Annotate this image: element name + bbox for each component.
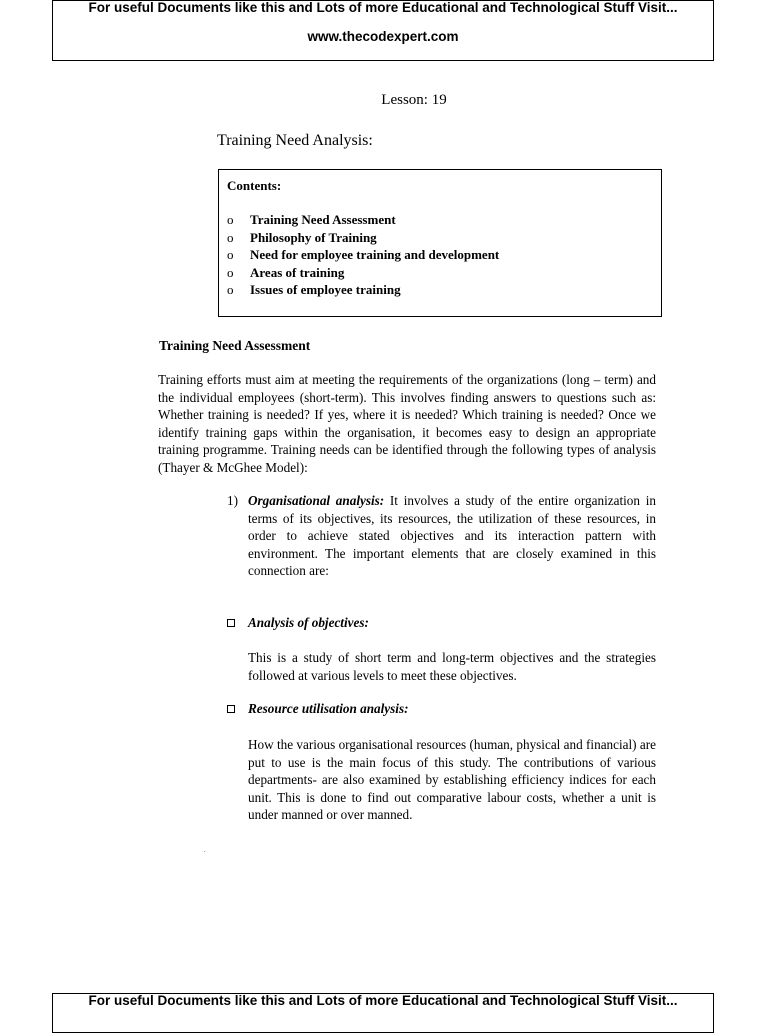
- circle-bullet-icon: o: [227, 282, 234, 297]
- top-banner: [52, 0, 714, 61]
- square-bullet-icon: [227, 705, 235, 713]
- item-number: 1): [227, 493, 238, 508]
- list-item: [227, 230, 661, 248]
- contents-item-label: Need for employee training and development: [250, 247, 500, 262]
- list-item: [227, 282, 661, 300]
- list-item: [227, 247, 661, 265]
- intro-paragraph: Training efforts must aim at meeting the requirements of the organizations (long – term) and the individual employees (short-term). This involves finding answers to questions such as: Whether training is needed? If yes, where it is needed? Which training is needed? Once we identify training gaps within the organisation, it becomes easy to design an appropriate training programme. Training needs can be identified through the following types of analysis (Thayer & McGhee Model):: [158, 372, 656, 475]
- tna-heading: Training Need Assessment: [159, 338, 311, 353]
- bottom-banner: [52, 993, 714, 1033]
- contents-item-label: Areas of training: [250, 264, 345, 280]
- list-item: [227, 265, 661, 283]
- contents-item-label: Issues of employee training: [250, 282, 401, 297]
- circle-bullet-icon: o: [227, 264, 234, 280]
- list-item: [227, 212, 661, 230]
- circle-bullet-icon: o: [227, 212, 234, 227]
- lesson-label: Lesson: 19: [381, 92, 447, 108]
- lesson-number: [0, 92, 768, 109]
- square-bullet-icon: [227, 619, 235, 627]
- section-title: Training Need Analysis:: [217, 132, 373, 149]
- contents-item-label: Training Need Assessment: [250, 212, 396, 227]
- resource-analysis-heading: [227, 701, 408, 717]
- org-analysis-term: Organisational analysis:: [248, 493, 385, 508]
- resource-analysis-text: How the various organisational resources (human, physical and financial) are put to use is the main focus of this study. The contributions of various departments- are also examined by establishing efficiency indices for each unit. This is done to find out comparative labour costs, whether a unit is under manned or over manned.: [248, 737, 656, 822]
- contents-title: Contents:: [227, 178, 282, 193]
- contents-list: [227, 212, 661, 300]
- banner-promo-text: For useful Documents like this and Lots of more Educational and Technological Stuff Visit...: [88, 993, 678, 1008]
- analysis-objectives-label: Analysis of objectives:: [248, 615, 369, 630]
- analysis-objectives-text: This is a study of short term and long-term objectives and the strategies followed at various levels to meet these objectives.: [248, 650, 656, 683]
- contents-box: [218, 169, 662, 317]
- org-analysis-text: It involves a study of the entire organization in terms of its objectives, its resources, the utilization of these resources, in order to achieve stated objectives and its interaction pattern with environment. The important elements that are closely examined in this connection are:: [248, 493, 656, 578]
- banner-url[interactable]: www.thecodexpert.com: [307, 29, 459, 44]
- org-analysis-body: [248, 492, 656, 580]
- contents-item-label: Philosophy of Training: [250, 229, 377, 245]
- circle-bullet-icon: o: [227, 247, 234, 262]
- stray-mark: .: [204, 848, 206, 854]
- resource-analysis-label: Resource utilisation analysis:: [248, 701, 409, 716]
- analysis-objectives-heading: [227, 615, 369, 631]
- banner-promo-text: For useful Documents like this and Lots of more Educational and Technological Stuff Visit...: [88, 0, 678, 15]
- org-analysis-item: [227, 492, 656, 580]
- circle-bullet-icon: o: [227, 229, 234, 245]
